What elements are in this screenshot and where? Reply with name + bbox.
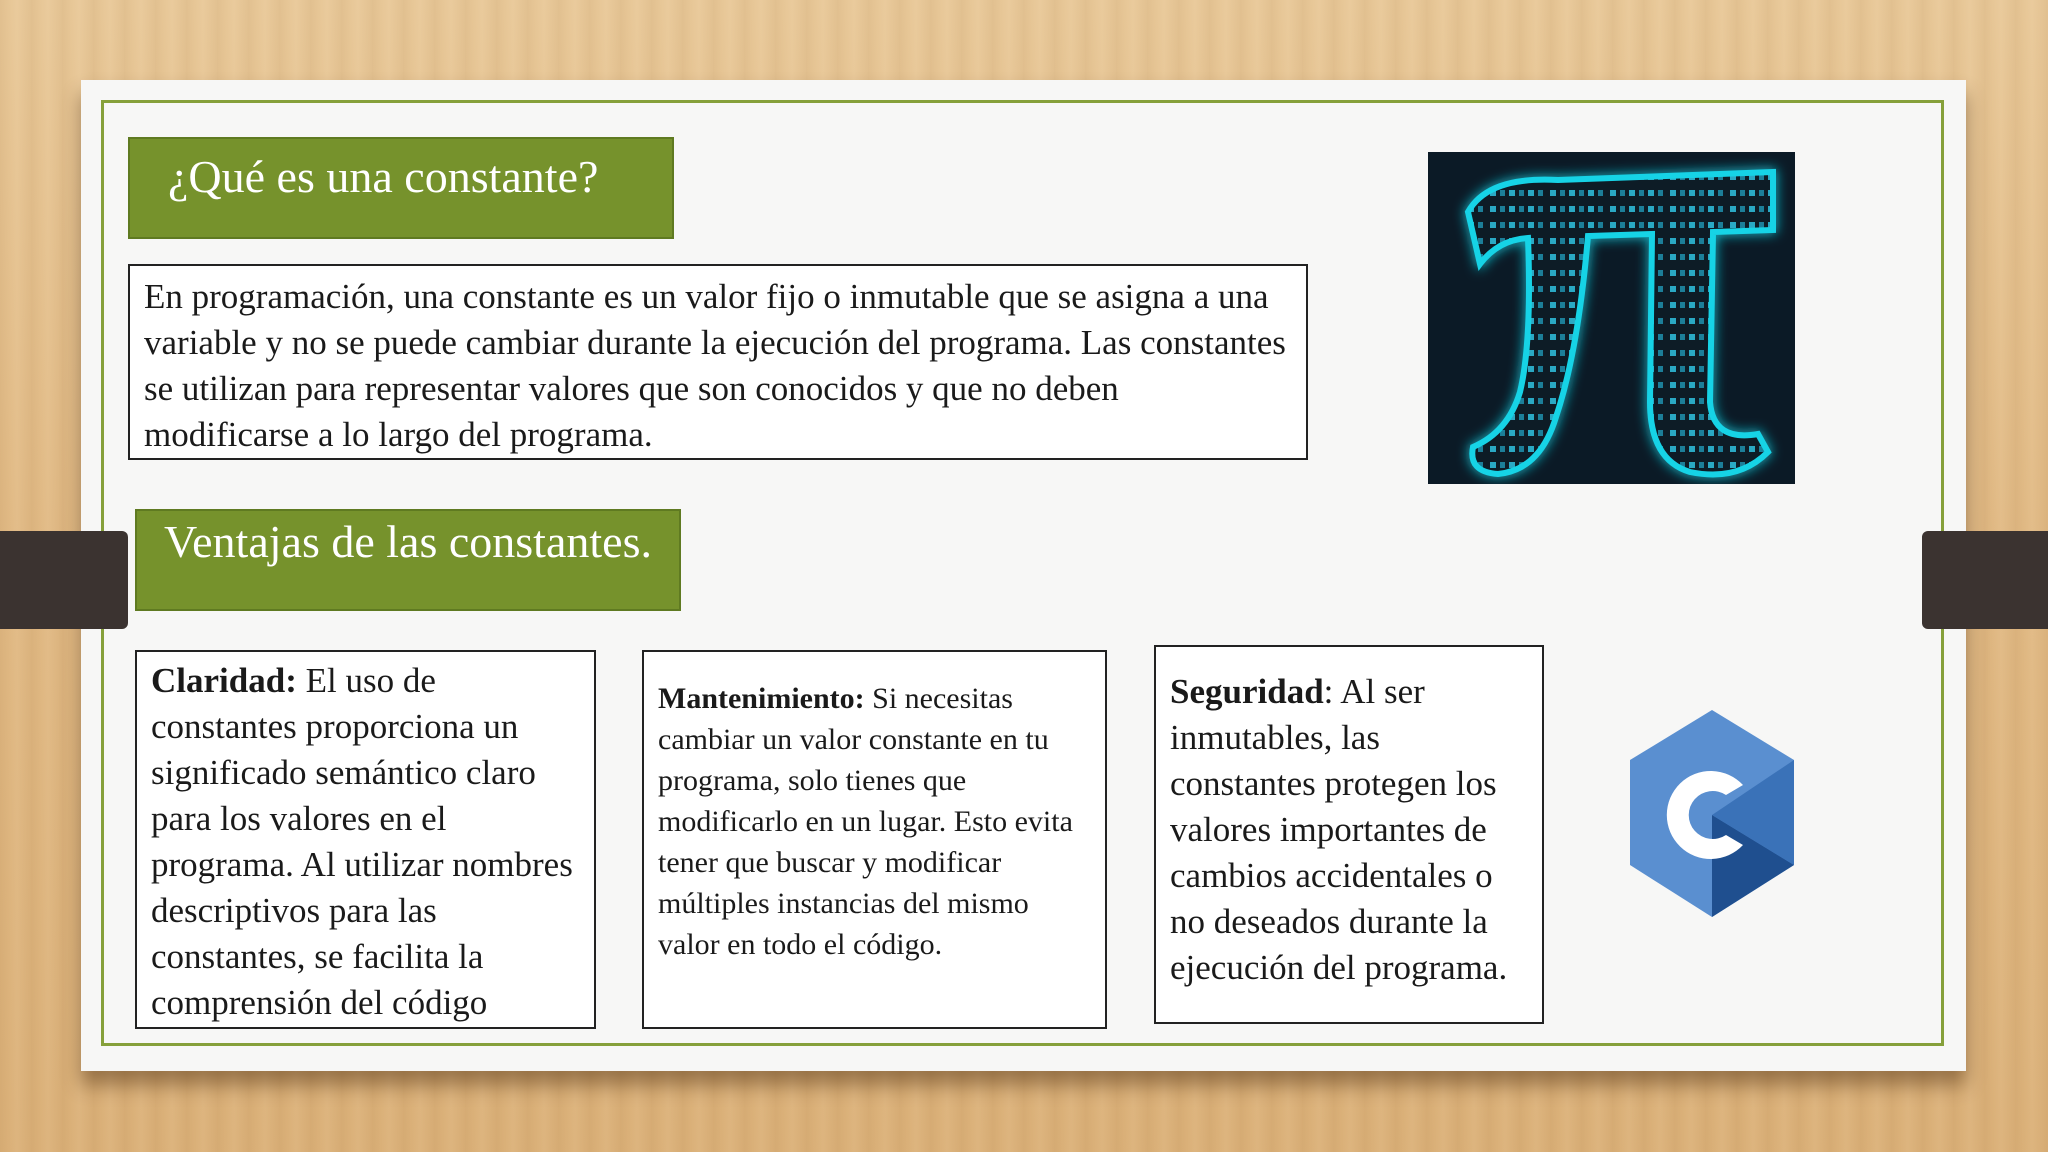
card-term: Claridad:	[151, 661, 297, 700]
c-language-logo-icon	[1622, 705, 1802, 925]
card-text: El uso de constantes proporciona un significado semántico claro para los valores en el programa. Al utilizar nombres descriptivos para las constantes, se facilita la comprensión del código	[151, 661, 573, 1022]
advantage-card-clarity	[135, 650, 596, 1029]
card-text: : Al ser inmutables, las constantes protegen los valores importantes de cambios accidentales o no deseados durante la ejecución del programa.	[1170, 672, 1508, 987]
card-term: Seguridad	[1170, 672, 1324, 711]
card-text: Si necesitas cambiar un valor constante en tu programa, solo tienes que modificarlo en un lugar. Esto evita tener que buscar y modificar múltiples instancias del mismo valor en todo el código.	[658, 682, 1073, 961]
binder-clip-right	[1922, 531, 2048, 629]
definition-text: En programación, una constante es un valor fijo o inmutable que se asigna a una variable y no se puede cambiar durante la ejecución del programa. Las constantes se utilizan para representar valores que son conocidos y que no deben modificarse a lo largo del programa.	[128, 264, 1308, 460]
binder-clip-left	[0, 531, 128, 629]
advantages-heading: Ventajas de las constantes.	[135, 509, 681, 611]
advantage-card-maintenance	[642, 650, 1107, 1029]
card-term: Mantenimiento:	[658, 682, 865, 715]
pi-icon	[1428, 152, 1795, 484]
advantage-card-security	[1154, 645, 1544, 1024]
title-heading: ¿Qué es una constante?	[128, 137, 674, 239]
